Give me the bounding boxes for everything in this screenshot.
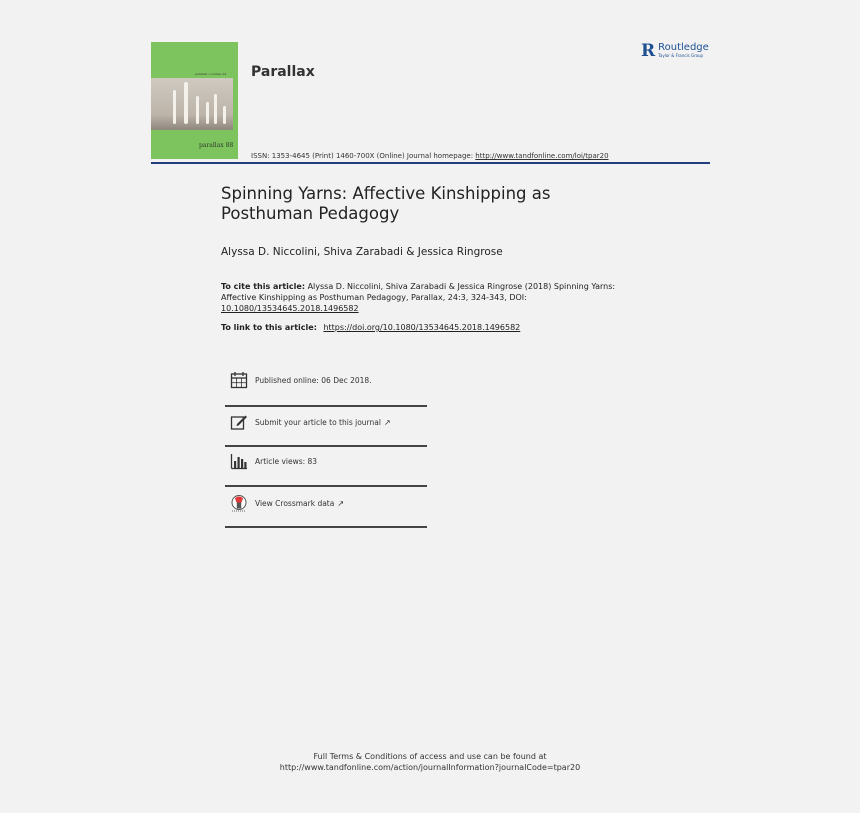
- crossmark-row[interactable]: [225, 483, 427, 523]
- cover-top-text: parallax / volume 24: [195, 72, 227, 76]
- crossmark-icon: [230, 494, 248, 512]
- terms-footer: [0, 751, 860, 773]
- info-divider: [225, 526, 427, 528]
- journal-homepage-link[interactable]: http://www.tandfonline.com/loi/tpar20: [475, 152, 609, 160]
- citation-block: [221, 281, 621, 314]
- header-rule: [151, 162, 710, 164]
- article-doi-link[interactable]: https://doi.org/10.1080/13534645.2018.1496582: [323, 323, 521, 332]
- crossmark-text[interactable]: View Crossmark data: [255, 498, 335, 508]
- article-views-text: Article views: 83: [255, 456, 318, 466]
- issn-line: [251, 152, 609, 160]
- publisher-tagline: Taylor & Francis Group: [658, 53, 704, 58]
- published-online-text: Published online: 06 Dec 2018.: [255, 375, 372, 385]
- journal-title: Parallax: [251, 64, 315, 80]
- routledge-r-icon: R: [641, 41, 656, 61]
- submit-article-text[interactable]: Submit your article to this journal: [255, 417, 381, 427]
- external-link-icon: ↗: [383, 417, 391, 427]
- article-title: Spinning Yarns: Affective Kinshipping as Posthuman Pedagogy: [221, 184, 551, 223]
- cite-text: Alyssa D. Niccolini, Shiva Zarabadi & Jessica Ringrose (2018) Spinning Yarns: Affective Kinshipping as Posthuman Pedagogy, Parallax, 24:3, 324-343, DOI:: [221, 282, 616, 302]
- cover-photo: [151, 78, 233, 130]
- publisher-logo[interactable]: [641, 42, 709, 60]
- terms-text: Full Terms & Conditions of access and use can be found at: [313, 752, 547, 761]
- terms-link[interactable]: http://www.tandfonline.com/action/journalInformation?journalCode=tpar20: [279, 763, 581, 772]
- article-authors: Alyssa D. Niccolini, Shiva Zarabadi & Jessica Ringrose: [221, 246, 503, 258]
- external-link-icon: ↗: [337, 498, 345, 508]
- journal-cover: [151, 42, 238, 159]
- published-online-row: [225, 360, 427, 400]
- cover-label: parallax 88: [199, 142, 234, 149]
- cite-label: To cite this article:: [221, 282, 306, 291]
- edit-icon: [230, 413, 248, 431]
- link-label: To link to this article:: [221, 323, 317, 332]
- cite-doi-link[interactable]: 10.1080/13534645.2018.1496582: [221, 304, 359, 313]
- publisher-name: Routledge: [658, 42, 709, 53]
- issn-text: ISSN: 1353-4645 (Print) 1460-700X (Online) Journal homepage:: [251, 152, 474, 160]
- bar-chart-icon: [230, 452, 248, 470]
- article-link-line: [221, 323, 520, 332]
- submit-article-row[interactable]: [225, 402, 427, 442]
- calendar-icon: [230, 371, 248, 389]
- article-views-row: [225, 441, 427, 481]
